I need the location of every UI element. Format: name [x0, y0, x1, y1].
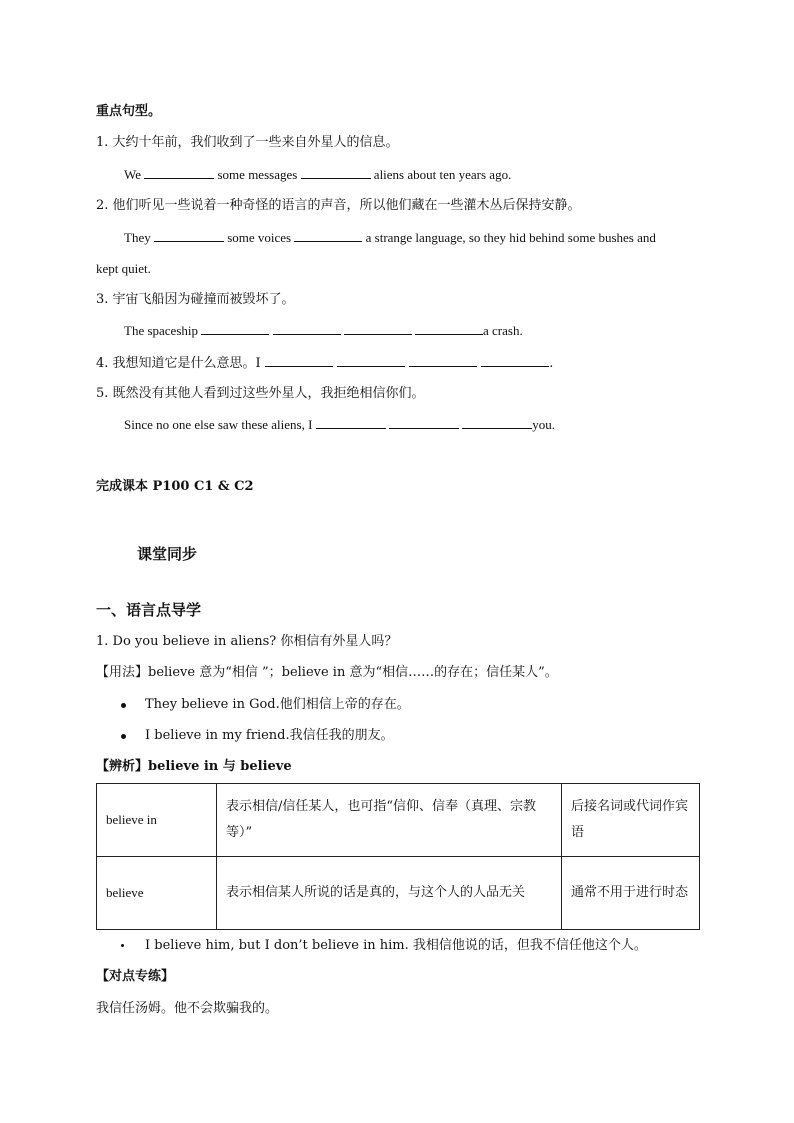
table-cell: 通常不用于进行时态 — [562, 857, 700, 930]
answer-blank[interactable] — [294, 229, 362, 242]
sentence-3-en-part: The spaceship — [124, 323, 199, 338]
sentence-5-zh — [96, 385, 425, 403]
sentence-4-text: 我想知道它是什么意思。I — [112, 356, 261, 371]
compare-title: 【辨析】believe in 与 believe — [96, 759, 292, 774]
practice-question: 我信任汤姆。他不会欺骗我的。 — [96, 1001, 279, 1016]
table-cell: believe in — [97, 784, 217, 857]
sentence-3-en — [124, 322, 523, 340]
answer-blank[interactable] — [389, 416, 459, 429]
answer-blank[interactable] — [409, 354, 477, 367]
sentence-1-en-part: some messages — [217, 167, 298, 182]
sentence-2-zh — [96, 197, 581, 215]
answer-blank[interactable] — [265, 354, 333, 367]
sentence-2-en-part: some voices — [227, 230, 292, 245]
bullet-icon — [121, 944, 124, 947]
practice-title: 【对点专练】 — [96, 969, 175, 984]
homework-note: 完成课本 P100 C1 & C2 — [96, 479, 254, 494]
sentence-3-zh — [96, 291, 295, 309]
sentence-2-num: 2. — [96, 198, 109, 213]
table-cell: 后接名词或代词作宾语 — [562, 784, 700, 857]
sentence-1-en-part: We — [124, 167, 141, 182]
bullet-icon — [121, 734, 126, 739]
answer-blank[interactable] — [344, 322, 412, 335]
answer-blank[interactable] — [337, 354, 405, 367]
answer-blank[interactable] — [201, 322, 269, 335]
sentence-5-text: 既然没有其他人看到过这些外星人，我拒绝相信你们。 — [112, 386, 425, 401]
answer-blank[interactable] — [273, 322, 341, 335]
sentence-5-en-part: you. — [532, 417, 555, 432]
table-cell: 表示相信/信任某人，也可指“信仰、信奉（真理、宗教等）” — [217, 784, 562, 857]
sentence-1-en — [124, 166, 511, 184]
answer-blank[interactable] — [144, 166, 214, 179]
answer-blank[interactable] — [462, 416, 532, 429]
sentence-3-en-part: a crash. — [483, 323, 523, 338]
answer-blank[interactable] — [301, 166, 371, 179]
sentence-3-num: 3. — [96, 292, 109, 307]
sentence-5-num: 5. — [96, 386, 109, 401]
sentence-3-text: 宇宙飞船因为碰撞而被毁坏了。 — [112, 292, 295, 307]
table-example: I believe him, but I don’t believe in him. 我相信他说的话，但我不信任他这个人。 — [145, 938, 647, 953]
sentence-2-en-cont: kept quiet. — [96, 261, 151, 276]
sentence-2-en-part: They — [124, 230, 151, 245]
compare-table — [96, 783, 700, 930]
sentence-1-num: 1. — [96, 135, 109, 150]
sentence-4-tail: . — [549, 356, 554, 371]
table-cell: believe — [97, 857, 217, 930]
section-title: 课堂同步 — [137, 545, 198, 563]
table-row — [97, 784, 700, 857]
sentence-2-text: 他们听见一些说着一种奇怪的语言的声音，所以他们藏在一些灌木丛后保持安静。 — [112, 198, 581, 213]
sentence-1-text: 大约十年前，我们收到了一些来自外星人的信息。 — [112, 135, 399, 150]
key-sentences-title: 重点句型。 — [96, 104, 162, 119]
sentence-5-en-part: Since no one else saw these aliens, I — [124, 417, 313, 432]
example-1: They believe in God.他们相信上帝的存在。 — [145, 697, 410, 712]
sentence-4-num: 4. — [96, 356, 109, 371]
answer-blank[interactable] — [481, 354, 549, 367]
bullet-icon — [121, 703, 126, 708]
sentence-5-en — [124, 416, 555, 434]
answer-blank[interactable] — [316, 416, 386, 429]
usage-note: 【用法】believe 意为“相信 ”；believe in 意为“相信……的存在；信任某人”。 — [96, 665, 558, 680]
part-title: 一、语言点导学 — [96, 601, 202, 619]
sentence-2-en-part: a strange language, so they hid behind some bushes and — [365, 230, 656, 245]
sentence-1-en-part: aliens about ten years ago. — [373, 167, 512, 182]
sentence-4 — [96, 354, 553, 373]
sentence-1-zh — [96, 134, 399, 152]
table-cell: 表示相信某人所说的话是真的，与这个人的人品无关 — [217, 857, 562, 930]
example-2: I believe in my friend.我信任我的朋友。 — [145, 728, 394, 743]
sentence-2-en — [124, 229, 656, 247]
answer-blank[interactable] — [154, 229, 224, 242]
point-question: 1. Do you believe in aliens? 你相信有外星人吗？ — [96, 634, 398, 649]
answer-blank[interactable] — [415, 322, 483, 335]
table-row — [97, 857, 700, 930]
